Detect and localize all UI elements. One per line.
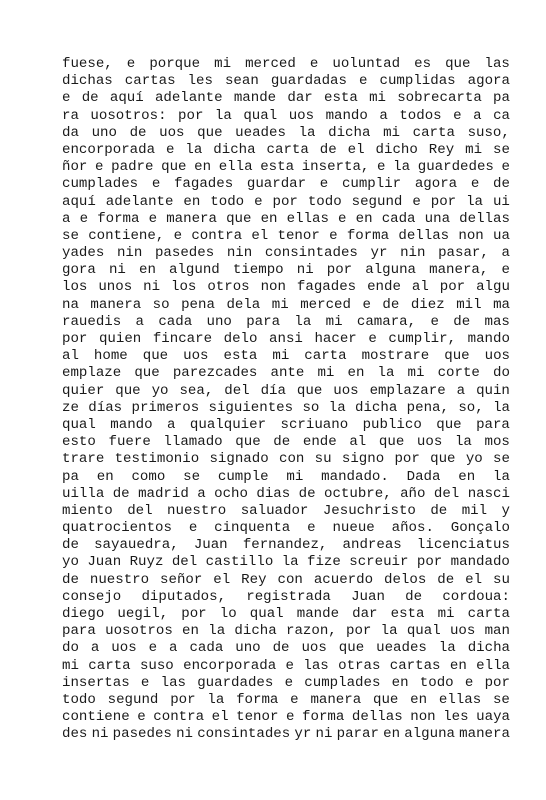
text-line: contiene e contra el tenor e forma dellas non les uaya [62, 709, 510, 726]
text-line: esto fuere llamado que de ende al que uos la mos [62, 434, 510, 451]
text-line: de sayauedra, Juan fernandez, andreas licenciatus [62, 537, 510, 554]
text-line: consejo diputados, registrada Juan de cordoua: [62, 588, 510, 605]
text-line: los unos ni los otros non fagades ende al por algu [62, 279, 510, 296]
text-line: dichas cartas les sean guardadas e cumplidas agora [62, 73, 510, 90]
text-line: des ni pasedes ni consintades yr ni parar en alguna manera [62, 726, 510, 743]
text-line: da uno de uos que ueades la dicha mi carta suso, [62, 124, 510, 141]
text-line: do a uos e a cada uno de uos que ueades la dicha [62, 640, 510, 657]
text-line: ra uosotros: por la qual uos mando a todos e a ca [62, 107, 510, 124]
text-line: gora ni en algund tiempo ni por alguna manera, e [62, 262, 510, 279]
text-line: por quien fincare delo ansi hacer e cumplir, mando [62, 331, 510, 347]
text-line: encorporada e la dicha carta de el dicho Rey mi se [62, 141, 510, 158]
text-line: fuese, e porque mi merced e uoluntad es que las [62, 56, 510, 72]
text-line: para uosotros en la dicha razon, por la qual uos man [62, 623, 510, 640]
text-line: cumplades e fagades guardar e cumplir agora e de [62, 176, 510, 193]
text-line: insertas e las guardades e cumplades en todo e por [62, 674, 510, 691]
text-line: a e forma e manera que en ellas e en cada una dellas [62, 210, 510, 227]
text-line: pa en como se cumple mi mandado. Dada en la [62, 468, 510, 485]
text-line: ñor e padre que en ella esta inserta, e la guardedes e [62, 159, 510, 176]
text-line: trare testimonio signado con su signo por que yo se [62, 451, 510, 468]
text-line: quier que yo sea, del día que uos emplazare a quin [62, 382, 510, 399]
text-line: yades nin pasedes nin consintades yr nin pasar, a [62, 245, 510, 262]
text-line: qual mando a qualquier scriuano publico que para [62, 416, 510, 433]
text-line: e de aquí adelante mande dar esta mi sobrecarta pa [62, 90, 510, 107]
text-line: quatrocientos e cinquenta e nueue años. Gonçalo [62, 520, 510, 537]
text-line: de nuestro señor el Rey con acuerdo delos de el su [62, 571, 510, 588]
text-line: miento del nuestro saluador Jesuchristo de mil y [62, 502, 510, 519]
text-line: na manera so pena dela mi merced e de diez mil ma [62, 296, 510, 313]
document-body-text [62, 56, 510, 744]
text-line: se contiene, e contra el tenor e forma dellas non ua [62, 227, 510, 244]
text-line: aquí adelante en todo e por todo segund e por la ui [62, 193, 510, 210]
text-line: rauedis a cada uno para la mi camara, e de mas [62, 313, 510, 330]
text-line: ze días primeros siguientes so la dicha pena, so, la [62, 399, 510, 416]
text-line: diego uegil, por lo qual mande dar esta mi carta [62, 606, 510, 622]
text-line: mi carta suso encorporada e las otras cartas en ella [62, 657, 510, 674]
text-line: uilla de madrid a ocho dias de octubre, año del nasci [62, 485, 510, 502]
text-line: todo segund por la forma e manera que en ellas se [62, 691, 510, 708]
text-line: emplaze que parezcades ante mi en la mi corte do [62, 365, 510, 382]
text-line: al home que uos esta mi carta mostrare que uos [62, 348, 510, 365]
text-line: yo Juan Ruyz del castillo la fize screuir por mandado [62, 554, 510, 571]
